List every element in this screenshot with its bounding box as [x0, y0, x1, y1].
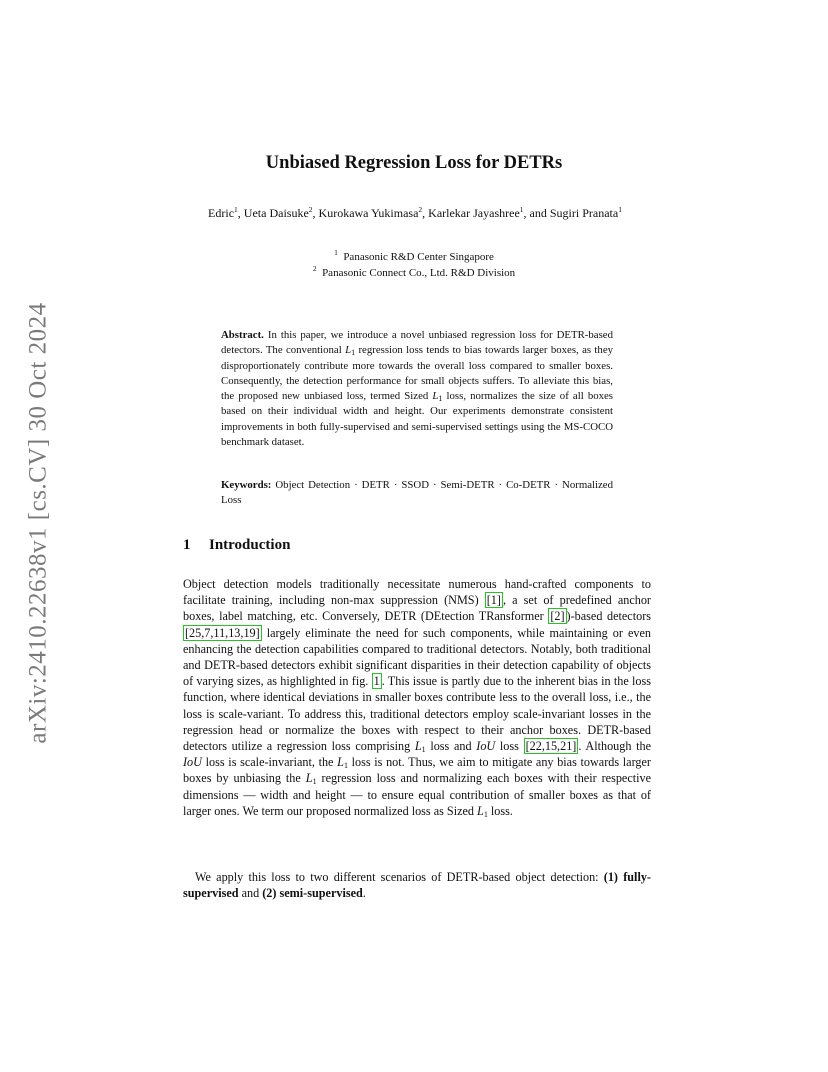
math-subscript: 1	[343, 761, 348, 771]
body-text: Object detection models traditionally necessitate numerous hand-crafted components to facilitate training, including non-max suppression (NMS)	[183, 577, 651, 608]
math-l: L	[414, 739, 422, 754]
affiliation-mark: 2	[312, 263, 317, 273]
math-l: L	[345, 344, 352, 357]
author-name: Sugiri Pranata	[549, 206, 619, 220]
math-iou: IoU	[476, 739, 496, 754]
math-subscript: 1	[351, 348, 356, 358]
author-name: Kurokawa Yukimasa	[318, 206, 419, 220]
author-name: Ueta Daisuke	[243, 206, 309, 220]
keywords-label: Keywords:	[221, 479, 272, 491]
body-text: )-based detectors	[566, 609, 651, 624]
author-separator: ,	[237, 206, 244, 220]
body-text: and	[238, 886, 263, 901]
body-text: loss and	[425, 739, 477, 754]
scenario-label: (1) fully-supervised	[183, 870, 651, 901]
author-name: Karlekar Jayashree	[428, 206, 520, 220]
author-separator: ,	[312, 206, 319, 220]
author-affiliation-mark: 2	[418, 205, 423, 214]
affiliation-mark: 1	[334, 248, 338, 257]
body-text: We apply this loss to two different scenarios of DETR-based object detection:	[195, 870, 604, 884]
math-l: L	[337, 755, 344, 770]
author-list	[180, 205, 650, 222]
abstract-label: Abstract.	[221, 329, 264, 341]
author-separator: , and	[523, 206, 550, 220]
citation-link[interactable]: [2]	[550, 609, 565, 624]
math-subscript: 1	[421, 745, 426, 755]
citation-link[interactable]: [22,15,21]	[525, 739, 577, 754]
body-text: largely eliminate the need for such components, while maintaining or even enhancing the detection capabilities compared to traditional detectors. Notably, both traditional and DETR-based detectors exhibit significant disparities in their detection capability of objects of varying sizes, as highlighted in fig.	[183, 625, 651, 689]
body-text: regression loss and normalizing each boxes with their respective dimensions — width and height — to ensure equal contribution of smaller boxes as that of larger ones. We term our proposed normalized loss as Sized	[183, 771, 652, 818]
abstract-text: loss, normalizes the size of all boxes based on their individual width and height. Our experiments demonstrate consistent improvements in both fully-supervised and semi-supervised settings using the MS-COCO benchmark dataset.	[221, 390, 614, 449]
body-text: .	[362, 886, 366, 901]
affiliation-list	[0, 250, 828, 281]
intro-paragraph	[183, 576, 651, 819]
body-text: . This issue is partly due to the inherent bias in the loss function, where identical deviations in smaller boxes contribute less to the overall loss, i.e., the loss is scale-variant. To address this, traditional detectors employ scale-invariant losses in the regression head or normalize the boxes with respect to their anchor boxes. DETR-based detectors utilize a regression loss comprising	[183, 674, 651, 754]
math-subscript: 1	[483, 809, 488, 819]
author-affiliation-mark: 1	[618, 205, 622, 214]
abstract-text: regression loss tends to bias towards larger boxes, as they disproportionately contribute more towards the overall loss compared to smaller boxes. Consequently, the detection performance for small objects suffers. To alleviate this bias, the proposed new unbiased loss, termed Sized	[221, 344, 614, 403]
section-heading	[183, 537, 653, 554]
scenario-label: (2) semi-supervised	[262, 886, 363, 901]
math-subscript: 1	[438, 394, 443, 404]
citation-link[interactable]: [1]	[486, 593, 501, 608]
body-text: loss	[495, 739, 524, 754]
intro-paragraph	[183, 869, 651, 901]
author-affiliation-mark: 2	[308, 205, 313, 214]
paper-title: Unbiased Regression Loss for DETRs	[265, 153, 563, 173]
author-affiliation-mark: 1	[234, 205, 238, 214]
arxiv-identifier-stamp	[22, 288, 56, 758]
section-title: Introduction	[209, 537, 291, 553]
keywords-text: Object Detection · DETR · SSOD · Semi-DETR · Co-DETR · Normalized Loss	[221, 479, 613, 507]
figure-reference-link[interactable]: 1	[373, 674, 380, 689]
author-affiliation-mark: 1	[519, 205, 524, 214]
affiliation	[0, 250, 828, 266]
affiliation-text: Panasonic Connect Co., Ltd. R&D Division	[322, 266, 516, 279]
arxiv-identifier-text: arXiv:2410.22638v1 [cs.CV] 30 Oct 2024	[25, 302, 53, 744]
affiliation-text: Panasonic R&D Center Singapore	[343, 251, 494, 263]
math-l: L	[432, 390, 439, 403]
author-separator: ,	[422, 206, 429, 220]
math-l: L	[477, 803, 484, 818]
affiliation	[0, 263, 828, 282]
abstract	[221, 328, 613, 450]
body-text: , a set of predefined anchor boxes, label matching, etc. Conversely, DETR (DEtection TRansformer	[183, 593, 651, 624]
citation-link[interactable]: [25,7,11,13,19]	[185, 625, 260, 640]
body-text: loss.	[487, 803, 513, 818]
abstract-text: In this paper, we introduce a novel unbiased regression loss for DETR-based detectors. The conventional	[221, 329, 613, 357]
body-text: loss is scale-invariant, the	[201, 755, 338, 770]
author-name: Edric	[208, 206, 235, 220]
math-iou: IoU	[183, 755, 202, 770]
body-text: loss is not. Thus, we aim to mitigate any bias towards larger boxes by unbiasing the	[183, 755, 651, 786]
section-number: 1	[183, 537, 191, 553]
keywords	[221, 478, 613, 509]
body-text: . Although the	[578, 739, 652, 754]
math-subscript: 1	[312, 777, 317, 787]
math-l: L	[305, 771, 313, 786]
